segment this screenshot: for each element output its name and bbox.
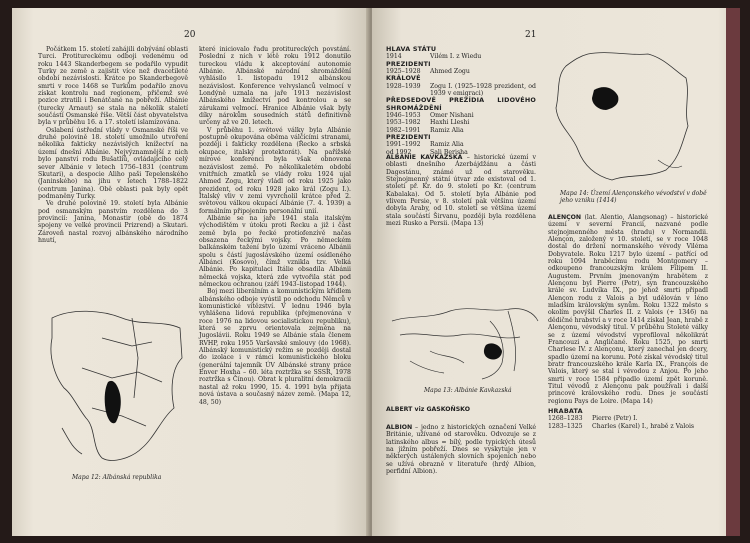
ruler-row [548, 415, 708, 422]
ruler-list [386, 46, 536, 156]
left-column-2 [199, 46, 351, 406]
headword: ALENÇON [548, 214, 582, 221]
ruler-years: 1953–1982 [386, 119, 421, 127]
entry-text: – jedno z historických označení Velké Británie, užívané od starověku. Odvozuje se z latinského albus = bílý, podle typických útesů na jižním pobřeží. Dnes se vyskytuje jen v některých ustálených slovních spojeních nebo se užívá obrazně v literatuře (hrdý Albion, perfidní Albion). [386, 424, 536, 476]
ruler-name: Zogu I. (1925–1928 prezident, od 1939 v emigraci) [430, 82, 536, 98]
section-heading: PŘEDSEDOVÉ PREZÍDIA LIDOVÉHO SHROMÁŽDĚNÍ [386, 96, 536, 112]
section-heading: KRÁLOVÉ [386, 74, 421, 83]
ruler-row [386, 119, 536, 126]
ruler-years: od 1992 [386, 148, 412, 156]
ruler-row [386, 141, 536, 148]
ruler-years: 1991–1992 [386, 141, 421, 149]
section-heading: HLAVA STÁTU [386, 45, 437, 53]
section-heading: PREZIDENTI [386, 133, 431, 142]
left-page [12, 8, 370, 536]
map-caption-14: Mapa 14: Území Alençonského vévodství v době jeho vzniku (1414) [560, 190, 707, 204]
alencon-shape [592, 87, 618, 110]
ruler-years: 1925–1928 [386, 68, 421, 76]
cloth-stripe [726, 8, 740, 536]
section-heading-hrabata: HRABATA [548, 406, 583, 415]
headword: ALBERT viz GASKOŇSKO [386, 406, 470, 413]
kavkazska-shape [484, 343, 502, 359]
paragraph: Ve druhé polovině 19. století byla Albánie pod osmanským panstvím rozdělena do 3 provincií: Janina, Monastir (obě do 1874 spojeny ve velké provincii Prizrend) a Skutari. Zároveň nastal rozvoj albánského národního hnutí, [38, 200, 188, 244]
page-number-right: 21 [525, 30, 537, 40]
entry-albion [386, 424, 536, 475]
entry-albert [386, 406, 536, 413]
ruler-row [386, 112, 536, 119]
paragraph: které iniciovalo řadu protitureckých povstání. Poslední z nich v létě roku 1912 donutilo tureckou vládu k akceptování autonomie Albánie. Albánské národní shromáždění vyhlásilo 1. listopadu 1912 albánskou nezávislost. Konference velvyslanců velmocí v Londýně uznala na jaře 1913 nezávislost Albánského knížectví pod kontrolou a se zárukami velmocí. Hranice Albánie však byly díky nárokům sousedních států definitivně určeny až ve 20. letech. [199, 46, 351, 127]
ruler-name: Vilém I. z Wiedu [430, 53, 482, 61]
ruler-name: Charles (Karel) I., hrabě z Valois [592, 422, 695, 430]
paragraph: Počátkem 15. století zahájili dobývání oblasti Turci. Protitureckému odboji vedenému od roku 1443 Skanderbegem se podařilo vypudit Turky ze země a zajistit více než dvacetileté období nezávislosti. Krátce po Skanderbegově smrti v roce 1468 se Turkům podařilo znovu získat kontrolu nad regionem, přičemž své pozice ztratili i Benátčané na pobřeží. Albánie (turecky Arnaut) se stala na několik staletí součástí Osmanské říše. Větší část obyvatelstva byla v průběhu 16. a 17. století islamizována. [38, 46, 188, 127]
headword: ALBÁNIE KAVKAZSKÁ [386, 154, 463, 161]
ruler-years: 1946–1953 [386, 112, 421, 120]
ruler-name: Ramiz Alia [430, 141, 464, 149]
ruler-name: Ramiz Alia [430, 126, 464, 134]
entry-alencon [548, 214, 708, 430]
section-heading: PREZIDENTI [386, 59, 431, 68]
ruler-years: 1914 [386, 53, 402, 61]
ruler-years: 1928–1939 [386, 82, 421, 90]
ruler-name: Omer Nishani [430, 112, 474, 120]
ruler-name: Ahmed Zogu [430, 68, 470, 76]
ruler-name: Pierre (Petr) I. [592, 415, 638, 423]
entry-text: (lat. Alentio, Alangsonag) – historické území v severní Francii, nazvané podle stejnojmenného města (hradu) v Normandii. Alençon, založený v 10. století, se v roce 1048 dostal do držení normanského vévody Viléma Dobyvatele. Roku 1217 bylo území – patřící od roku 1094 hraběcímu rodu Montgomery – odkoupeno francouzským králem Filipem II. Augustem. Prvním jmenovaným hrabětem z Alençonu byl Pierre (Petr), syn francouzského krále sv. Ludvíka IX., po jehož smrti připadl Alençon rodu z Valois a byl udělován v léno mladším královským synům. Roku 1322 město s okolím povýšil Charles II. z Valois (+ 1346) na dědičné hrabství a v roce 1414 získal Jean, hrabě z Alençonu, vévodský titul. V průběhu Stoleté války se z území vévodství vyprofiloval několikrát Francouzi a Angličané. Roku 1525, po smrti Charlese IV. z Alençonu, který zanechal jen dcery, spadlo území na korunu. Poté získal vévodský titul bratr francouzského krále Karla IX., François de Valois, který se stal i vévodou z Anjou. Po jeho smrti v roce 1584 připadlo území zpět koruně. Titul vévodů z Alençonu pak používali i další princové královského rodu. Dnes je součástí regionu Pays de Loire. (Mapa 14) [548, 214, 708, 405]
ruler-years: 1268–1283 [548, 415, 583, 423]
ruler-row [548, 423, 708, 430]
albania-shape [105, 381, 121, 423]
caucasus-map [390, 291, 540, 381]
map-caption-13: Mapa 13: Albánie Kavkazská [424, 387, 512, 394]
left-column-1 [38, 46, 188, 244]
paragraph: Albánie se na jaře 1941 stala italským východištěm v útoku proti Řecku a již i část země byla po řecké protiofenzívě načas obsazena řeckými vojsky. Po německém balkánském tažení bylo území vráceno Albánii spolu s částí jugoslávského území osídleného Albánci (Kosovo), čímž vznikla tzv. Velká Albánie. Po kapitulaci Itálie obsadila Albánii německá vojska, která zde vytvořila stát pod německou ochranou (září 1943–listopad 1944). [199, 214, 351, 288]
ruler-years: 1283–1325 [548, 422, 583, 430]
entry-text: – historické území v oblasti dnešního Ázerbájdžánu a části Dagestánu, známé už od starověku. Stejnojmenný státní útvar zde existoval od 1. století př. Kr. do 9. století po Kr. (centrum Kabalaka). Od 5. století byla Albánie pod vlivem Persie, v 8. století pak většinu území dobyla Araby, od 10. století se většina území stala součástí Širvanu, později byla rozdělena mezi Rusko a Persii. (Mapa 13) [386, 154, 536, 228]
open-book [12, 8, 740, 536]
right-page [372, 8, 740, 536]
ruler-years: 1982–1991 [386, 126, 421, 134]
paragraph: V průběhu 1. světové války byla Albánie postupně okupována oběma válčícími stranami, později i fakticky rozdělena (Řecko a srbská okupace, italský protektorát). Na pařížské mírové konferenci byla však obnovena nezávislost země. Po několikaletém období vnitřních zmatků se vlády roku 1924 ujal Ahmed Zogu, který vládl od roku 1925 jako prezident, od roku 1928 jako král (Zogu I.). Italský vliv v zemi vyvrcholil krátce před 2. světovou válkou okupací Albánie (7. 4. 1939) a formálním připojením personální unií. [199, 126, 351, 215]
map-caption-12: Mapa 12: Albánská republika [72, 474, 162, 481]
entry-albanie-kavkazska [386, 154, 536, 227]
france-map [548, 46, 698, 184]
ruler-name: Haxhi Lleshi [430, 119, 470, 127]
paragraph: Boj mezi liberálním a komunistickým křídlem albánského odboje vyústil po odchodu Němců v komunistické vítězství. V lednu 1946 byla vyhlášena lidová republika (přejmenována v roce 1976 na lidovou socialistickou republiku), která se zprvu orientovala zejména na Jugoslávii. Roku 1949 se Albánie stala členem RVHP, roku 1955 Varšavské smlouvy (do 1968). Albánský komunistický režim se později dostal do izolace i v rámci komunistického bloku (generální tajemník ÚV Albánské strany práce Enver Hoxha – 60. léta roztržka se SSSR, 1978 roztržka s Čínou). Obrat k pluralitní demokracii nastal až roku 1990, 15. 4. 1991 byla přijata nová ústava a současný název země. (Mapa 12, 48, 50) [199, 288, 351, 406]
paragraph: Oslabení ústřední vlády v Osmanské říši ve druhé polovině 18. století umožnilo utvoření několika fakticky nezávislých knížectví na území dnešní Albánie. Nejvýznamnější z nich bylo panství rodu Bušatlíů, ovládajícího celý sever Albánie v letech 1756–1831 (centrum Skutari), a despocie Aliho paši Tepelenského (Janinského) na jihu v letech 1788–1822 (centrum Janina). Obě oblasti pak byly opět podmaněny Turky. [38, 126, 188, 200]
albania-map [42, 298, 190, 468]
headword: ALBION [386, 424, 413, 431]
page-number-left: 20 [184, 30, 196, 40]
ruler-name: Sali Berisha [430, 148, 468, 156]
